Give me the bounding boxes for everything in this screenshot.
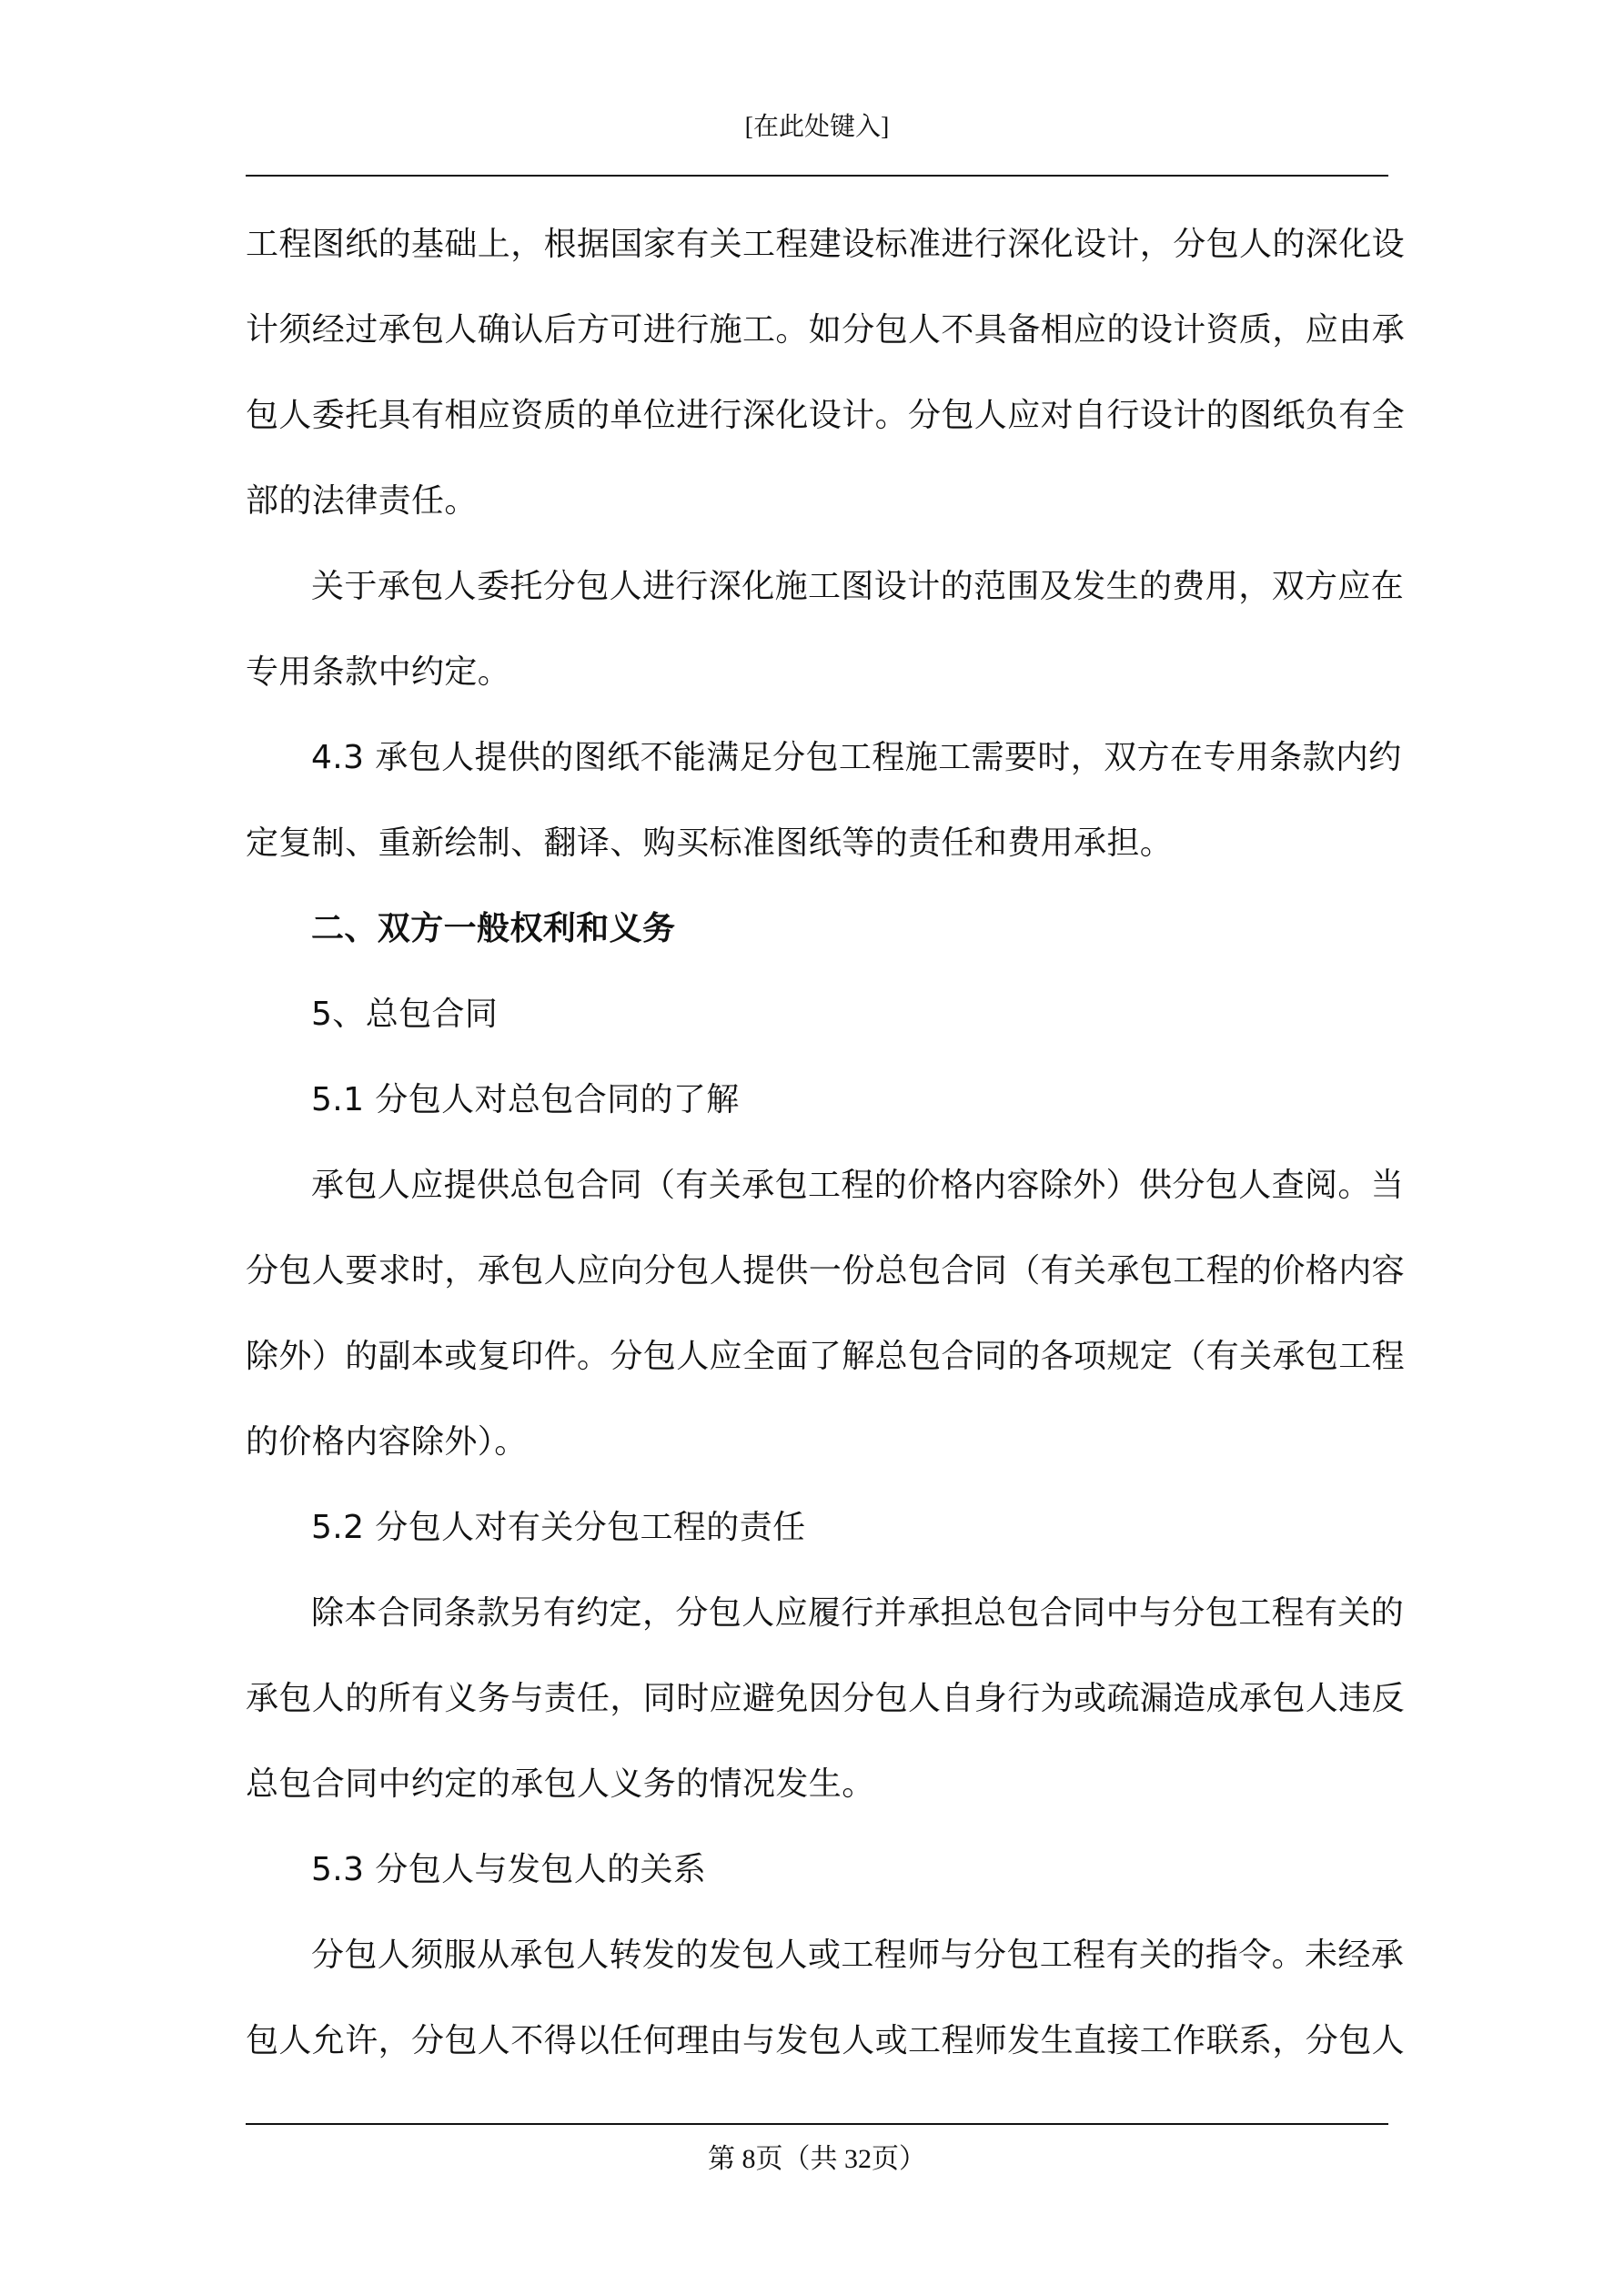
paragraph bbox=[246, 202, 1406, 544]
text-line: 分包人须服从承包人转发的发包人或工程师与分包工程有关的指令。未经承 bbox=[311, 1937, 1405, 1974]
text-line: 分包人要求时，承包人应向分包人提供一份总包合同（有关承包工程的价格内容 bbox=[246, 1252, 1406, 1290]
text-line: 包人委托具有相应资质的单位进行深化设计。分包人应对自行设计的图纸负有全 bbox=[246, 397, 1406, 434]
paragraph bbox=[246, 544, 1405, 715]
text-line: 5.3 分包人与发包人的关系 bbox=[311, 1851, 707, 1888]
text-line: 5、总包合同 bbox=[311, 996, 499, 1033]
text-line: 专用条款中约定。 bbox=[246, 653, 511, 691]
paragraph bbox=[246, 1571, 1406, 1827]
text-line: 4.3 承包人提供的图纸不能满足分包工程施工需要时，双方在专用条款内约 bbox=[311, 739, 1402, 776]
text-line: 承包人应提供总包合同（有关承包工程的价格内容除外）供分包人查阅。当 bbox=[311, 1167, 1405, 1204]
text-line: 总包合同中约定的承包人义务的情况发生。 bbox=[246, 1765, 875, 1803]
text-line: 工程图纸的基础上，根据国家有关工程建设标准进行深化设计，分包人的深化设 bbox=[246, 226, 1406, 263]
text-line: 二、双方一般权利和义务 bbox=[311, 910, 676, 947]
text-line: 5.1 分包人对总包合同的了解 bbox=[311, 1081, 740, 1118]
paragraph bbox=[246, 1827, 1388, 1913]
text-line: 除外）的副本或复印件。分包人应全面了解总包合同的各项规定（有关承包工程 bbox=[246, 1338, 1406, 1375]
paragraph bbox=[246, 972, 1388, 1057]
paragraph bbox=[246, 1143, 1406, 1485]
paragraph bbox=[246, 715, 1402, 886]
text-line: 5.2 分包人对有关分包工程的责任 bbox=[311, 1509, 806, 1546]
footer-divider bbox=[246, 2123, 1388, 2125]
document-body bbox=[246, 202, 1406, 2084]
page-footer: 第 8页（共 32页） bbox=[708, 2144, 926, 2174]
section-heading bbox=[246, 886, 1388, 972]
text-line: 承包人的所有义务与责任，同时应避免因分包人自身行为或疏漏造成承包人违反 bbox=[246, 1680, 1406, 1717]
paragraph bbox=[246, 1485, 1388, 1571]
text-line: 关于承包人委托分包人进行深化施工图设计的范围及发生的费用，双方应在 bbox=[311, 568, 1405, 605]
header-divider bbox=[246, 175, 1388, 177]
text-line: 包人允许，分包人不得以任何理由与发包人或工程师发生直接工作联系，分包人 bbox=[246, 2022, 1406, 2059]
text-line: 计须经过承包人确认后方可进行施工。如分包人不具备相应的设计资质，应由承 bbox=[246, 311, 1406, 349]
text-line: 除本合同条款另有约定，分包人应履行并承担总包合同中与分包工程有关的 bbox=[311, 1594, 1405, 1632]
page-header: [在此处键入] bbox=[744, 113, 890, 141]
text-line: 部的法律责任。 bbox=[246, 482, 478, 520]
text-line: 定复制、重新绘制、翻译、购买标准图纸等的责任和费用承担。 bbox=[246, 824, 1174, 862]
paragraph bbox=[246, 1057, 1388, 1143]
paragraph bbox=[246, 1913, 1406, 2084]
text-line: 的价格内容除外）。 bbox=[246, 1423, 528, 1461]
